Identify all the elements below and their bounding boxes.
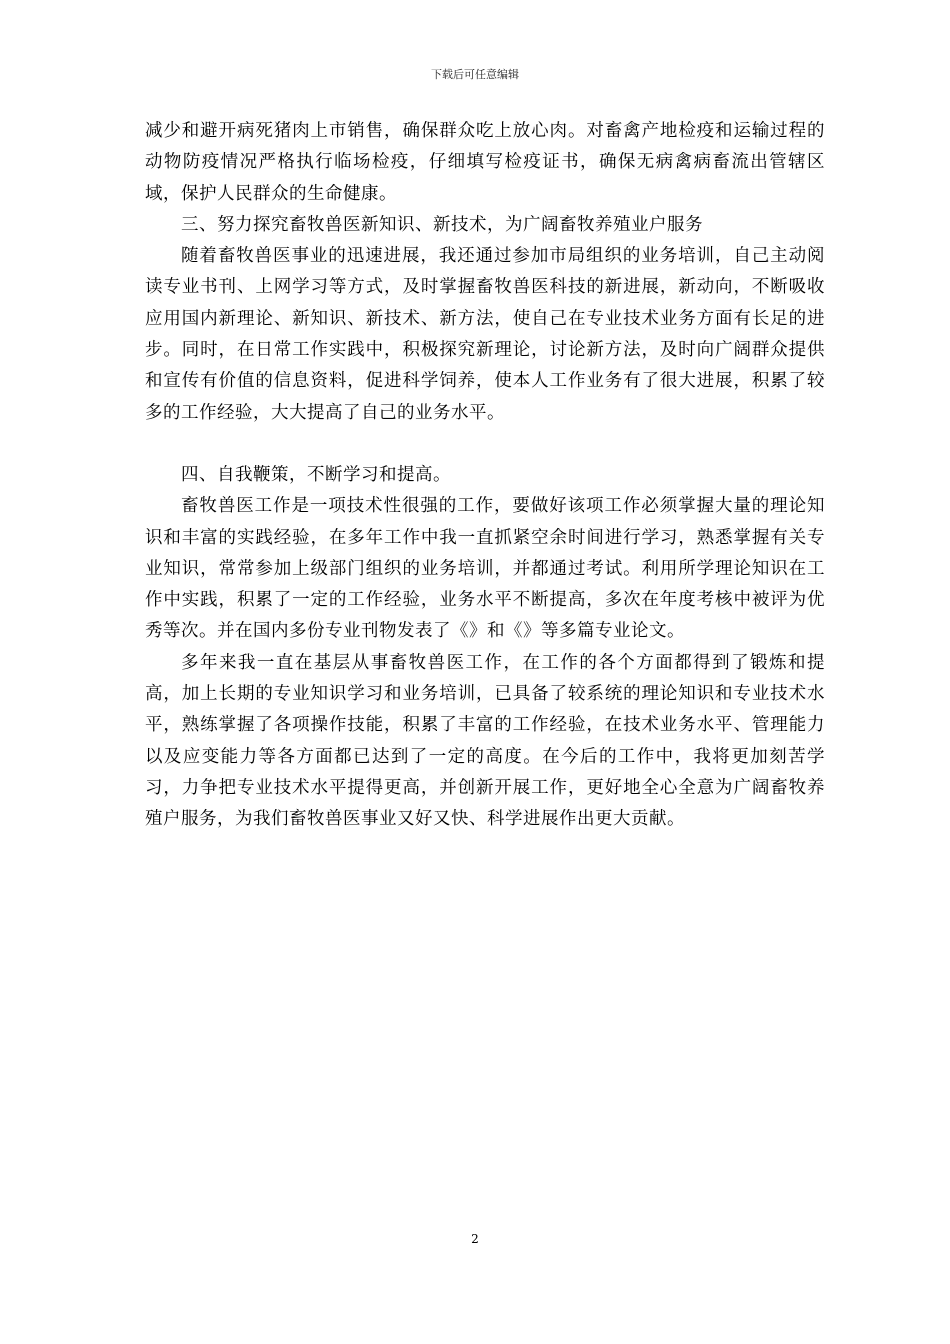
paragraph-section-4: 畜牧兽医工作是一项技术性很强的工作，要做好该项工作必须掌握大量的理论知识和丰富的实践经验，在多年工作中我一直抓紧空余时间进行学习，熟悉掌握有关专业知识，常常参加上级部门组织的业务培训，并都通过考试。利用所学理论知识在工作中实践，积累了一定的工作经验，业务水平不断提高，多次在年度考核中被评为优秀等次。并在国内多份专业刊物发表了《》和《》等多篇专业论文。 <box>145 496 825 642</box>
page-number: 2 <box>471 1232 479 1246</box>
section-heading-3: 三、努力探究畜牧兽医新知识、新技术，为广阔畜牧养殖业户服务 <box>181 214 703 235</box>
document-body <box>145 116 825 836</box>
paragraph-conclusion: 多年来我一直在基层从事畜牧兽医工作，在工作的各个方面都得到了锻炼和提高，加上长期的专业知识学习和业务培训，已具备了较系统的理论知识和专业技术水平，熟练掌握了各项操作技能，积累了丰富的工作经验，在技术业务水平、管理能力以及应变能力等各方面都已达到了一定的高度。在今后的工作中，我将更加刻苦学习，力争把专业技术水平提得更高，并创新开展工作，更好地全心全意为广阔畜牧养殖户服务，为我们畜牧兽医事业又好又快、科学进展作出更大贡献。 <box>145 652 825 830</box>
paragraph-gap <box>145 429 825 460</box>
paragraph-section-3: 随着畜牧兽医事业的迅速进展，我还通过参加市局组织的业务培训，自己主动阅读专业书刊、上网学习等方式，及时掌握畜牧兽医科技的新进展，新动向，不断吸收应用国内新理论、新知识、新技术、新方法，使自己在专业技术业务方面有长足的进步。同时，在日常工作实践中，积极探究新理论，讨论新方法，及时向广阔群众提供和宣传有价值的信息资料，促进科学饲养，使本人工作业务有了很大进展，积累了较多的工作经验，大大提高了自己的业务水平。 <box>145 246 825 423</box>
section-heading-4: 四、自我鞭策，不断学习和提高。 <box>181 464 451 485</box>
page-header: 下载后可任意编辑 <box>431 68 519 81</box>
paragraph-continuation: 减少和避开病死猪肉上市销售，确保群众吃上放心肉。对畜禽产地检疫和运输过程的动物防疫情况严格执行临场检疫，仔细填写检疫证书，确保无病禽病畜流出管辖区域，保护人民群众的生命健康。 <box>145 121 825 204</box>
